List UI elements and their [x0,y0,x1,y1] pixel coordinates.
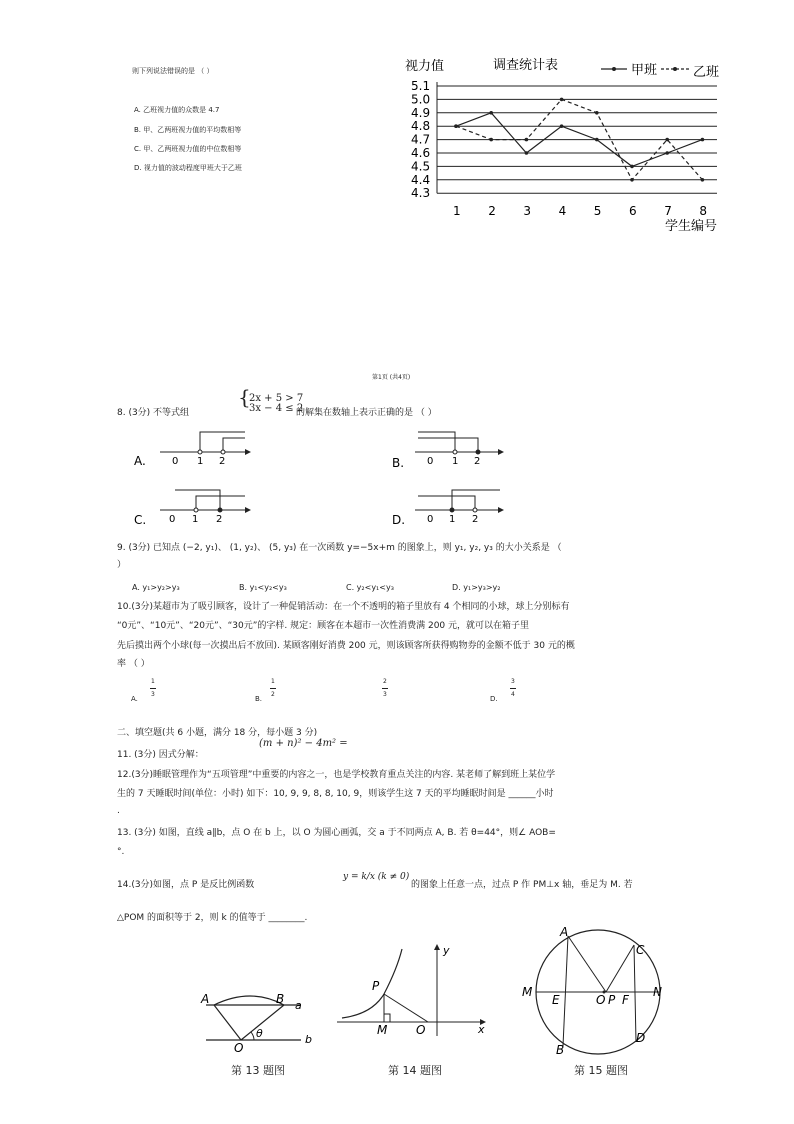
numberline-d-tick1: 1 [449,514,456,525]
fig15-label-f: F [622,993,629,1007]
numberline-b-tick0: 0 [427,456,434,467]
numberline-a-tick1: 1 [197,456,204,467]
q10-option-c-bar [382,688,388,689]
y-tick-label: 4.9 [411,105,431,120]
figure-13 [196,985,321,1055]
x-tick-label: 7 [664,204,672,218]
numberline-a-tick2: 2 [219,456,226,467]
numberline-b-bracket2 [418,438,478,452]
figure-15 [518,924,678,1059]
q12-line1: 12.(3分)睡眠管理作为“五项管理”中重要的内容之一，也是学校教育重点关注的内容. 某老师了解到班上某位学 [117,770,556,780]
numberline-b-point1 [453,450,457,454]
q8-number-lines [130,426,530,528]
data-point [595,111,599,115]
q10-option-a-label: A. [131,695,138,703]
fig14-label-p: P [372,979,380,993]
numberline-a-point1 [198,450,202,454]
numberline-d-bracket1 [418,496,475,510]
q10-option-b-num: 1 [271,678,275,685]
segment-ao [568,936,606,992]
angle-theta-arc [251,1032,254,1040]
q10-line3: 先后摸出两个小球(每一次摸出后不放回). 某顾客刚好消费 200 元，则该顾客所获得购物券的金额不低于 30 元的概 [117,641,575,651]
numberline-a-arrow [245,449,251,455]
q10-option-c-den: 3 [383,691,387,698]
q7-option-d: D. 视力值的波动程度甲班大于乙班 [134,164,242,172]
chart-xlabel: 学生编号 [665,219,718,234]
q8-system [238,385,304,414]
q10-option-c-num: 2 [383,678,387,685]
fig15-label-e: E [552,993,560,1007]
q7-option-b: B. 甲、乙两班视力值的平均数相等 [134,126,242,134]
q8-label-c: C. [134,513,147,527]
q10-option-d-num: 3 [511,678,515,685]
numberline-d-point2 [473,508,477,512]
fig15-label-n: N [653,985,662,999]
segment-po [384,994,428,1022]
fig14-label-y: y [443,944,450,957]
numberline-a-point2 [221,450,225,454]
q8-inequality-1: 2x + 5 > 7 [249,393,304,404]
x-tick-label: 6 [629,204,637,218]
data-point [665,138,669,142]
y-tick-label: 4.8 [411,119,431,134]
legend-solid-marker [612,67,616,71]
chart-title: 调查统计表 [493,58,559,73]
numberline-d-tick2: 2 [472,514,479,525]
q8-label-b: B. [392,456,405,470]
section2-title: 二、填空题(共 6 小题，满分 18 分，每小题 3 分) [117,728,318,738]
q14-pre: 14.(3分)如图，点 P 是反比例函数 [117,880,255,890]
y-tick-label: 4.7 [411,132,431,147]
q9-line2: ） [117,560,127,570]
numberline-c-tick1: 1 [192,514,199,525]
q13-line1: 13. (3分) 如图，直线 a∥b，点 O 在 b 上，以 O 为圆心画弧，交 a 于不同两点 A, B. 若 θ=44°，则∠ AOB= [117,828,556,838]
numberline-d-bracket2 [452,490,500,510]
q8-label-a: A. [134,454,146,468]
fig15-label-b: B [556,1043,565,1057]
numberline-b-tick2: 2 [474,456,481,467]
fig15-label-a: A [560,925,569,939]
chart-ylabel: 视力值 [405,59,445,74]
q8-label-d: D. [392,513,406,527]
right-angle-mark [384,1014,390,1022]
data-point [630,178,634,182]
q7-stem: 则下列说法错误的是 （ ） [132,67,214,75]
segment-oa [214,1005,241,1040]
y-tick-label: 5.0 [411,92,431,107]
q8-tail: 的解集在数轴上表示正确的是 （ ） [296,408,437,418]
q7-option-c: C. 甲、乙两班视力值的中位数相等 [134,145,242,153]
q8-inequality-2: 3x − 4 ≤ 2 [249,403,304,414]
x-tick-label: 4 [558,204,567,218]
chart-legend [601,63,719,80]
q9-option-d: D. y₁>y₃>y₂ [452,583,501,592]
legend-series-yi: 乙班 [693,65,720,80]
q10-line2: “0元”、“10元”、“20元”、“30元”的字样. 规定：顾客在本超市一次性消费满 200 元，就可以在箱子里 [117,621,530,631]
q9-line1: 9. (3分) 已知点 (−2, y₁)、 (1, y₂)、 (5, y₃) 在一次函数 y=−5x+m 的图象上，则 y₁, y₂, y₃ 的大小关系是 （ [117,543,562,553]
q10-option-d-label: D. [490,695,498,703]
y-axis-arrow [434,944,440,950]
numberline-b-tick1: 1 [452,456,459,467]
fig14-label-x: x [478,1023,485,1036]
q10-option-a-den: 3 [151,691,155,698]
q9-option-a: A. y₁>y₂>y₃ [132,583,180,592]
x-tick-label: 2 [488,204,496,218]
q12-line3: . [117,806,120,816]
numberline-a-tick0: 0 [172,456,179,467]
caption-13: 第 13 题图 [231,1064,285,1077]
q8-number: 8. (3分) 不等式组 [117,408,190,418]
x-tick-label: 3 [523,204,532,218]
data-point [454,124,458,128]
q10-options [131,675,515,709]
segment-pc [606,945,634,992]
data-point [665,151,669,155]
arc-ab [214,996,284,1005]
page-footer: 第1页 (共4页) [372,374,411,381]
fig13-label-theta: θ [256,1027,263,1040]
fig15-label-m: M [522,985,533,999]
y-tick-label: 5.1 [411,79,431,93]
figure-14 [332,944,492,1039]
x-tick-label: 5 [593,204,602,218]
q11-expression: (m + n)² − 4m² = [259,738,348,749]
q13-line2: °. [117,847,125,857]
vision-chart [395,52,735,237]
q10-option-b-den: 2 [271,691,275,698]
q10-option-a-bar [150,688,156,689]
q9-option-c: C. y₂<y₁<y₃ [346,583,394,592]
q9-option-b: B. y₁<y₂<y₃ [239,583,287,592]
legend-dashed-marker [673,67,677,71]
numberline-c-tick0: 0 [169,514,176,525]
q10-option-d-den: 4 [511,691,515,698]
numberline-d-tick0: 0 [427,514,434,525]
fig13-label-b: B [276,992,285,1006]
fig13-label-a: A [201,992,210,1006]
x-tick-label: 1 [453,204,461,218]
q14-expression: y = k/x (k ≠ 0) [343,872,410,882]
q10-line4: 率 （ ） [117,659,150,669]
y-tick-label: 4.5 [411,159,431,174]
q7-option-a: A. 乙班视力值的众数是 4.7 [134,106,220,114]
numberline-b-point2 [476,450,480,454]
fig14-label-o: O [416,1023,426,1037]
data-point [630,165,634,169]
data-point [525,138,529,142]
numberline-c-bracket1 [175,490,220,510]
data-point [489,111,493,115]
q12-line2: 生的 7 天睡眠时间(单位：小时) 如下：10, 9, 9, 8, 8, 10, 9，则该学生这 7 天的平均睡眠时间是 ______小时 [117,789,554,799]
data-point [489,138,493,142]
numberline-c-arrow [245,507,251,513]
q14-line2: △POM 的面积等于 2，则 k 的值等于 ________. [117,913,308,923]
fig14-label-m: M [377,1023,388,1037]
fig13-label-line-b: b [305,1033,312,1046]
numberline-d-point1 [450,508,454,512]
numberline-b-bracket1 [418,432,455,452]
q10-option-a-num: 1 [151,678,155,685]
data-point [701,138,705,142]
data-point [560,98,564,102]
y-tick-label: 4.6 [411,146,431,160]
chord-cd [634,945,636,1042]
chord-ab [563,936,568,1046]
y-tick-label: 4.3 [411,186,431,201]
data-point [595,138,599,142]
q10-option-d-bar [510,688,516,689]
numberline-b-arrow [498,449,504,455]
fig15-label-o: O [596,993,606,1007]
q11-stem: 11. (3分) 因式分解： [117,750,204,760]
data-point [560,124,564,128]
fig13-label-o: O [234,1041,244,1055]
fig15-label-p: P [608,993,616,1007]
data-point [525,151,529,155]
q14-post: 的图象上任意一点，过点 P 作 PM⊥x 轴，垂足为 M. 若 [411,880,633,890]
fig15-label-c: C [636,943,645,957]
caption-15: 第 15 题图 [574,1064,628,1077]
caption-14: 第 14 题图 [388,1064,442,1077]
y-tick-label: 4.4 [411,172,431,187]
q10-option-b-bar [270,688,276,689]
fig15-label-d: D [636,1031,646,1045]
numberline-c-tick2: 2 [216,514,223,525]
numberline-c-point2 [218,508,222,512]
legend-series-jia: 甲班 [631,63,658,78]
numberline-c-point1 [194,508,198,512]
q10-option-b-label: B. [255,695,263,703]
numberline-a-bracket2 [223,438,245,452]
numberline-d-arrow [498,507,504,513]
brace-symbol: { [238,385,251,409]
x-tick-label: 8 [699,204,708,218]
data-point [701,178,705,182]
fig13-label-line-a: a [295,999,302,1012]
q10-line1: 10.(3分)某超市为了吸引顾客，设计了一种促销活动：在一个不透明的箱子里放有 4 个相同的小球，球上分别标有 [117,602,570,612]
